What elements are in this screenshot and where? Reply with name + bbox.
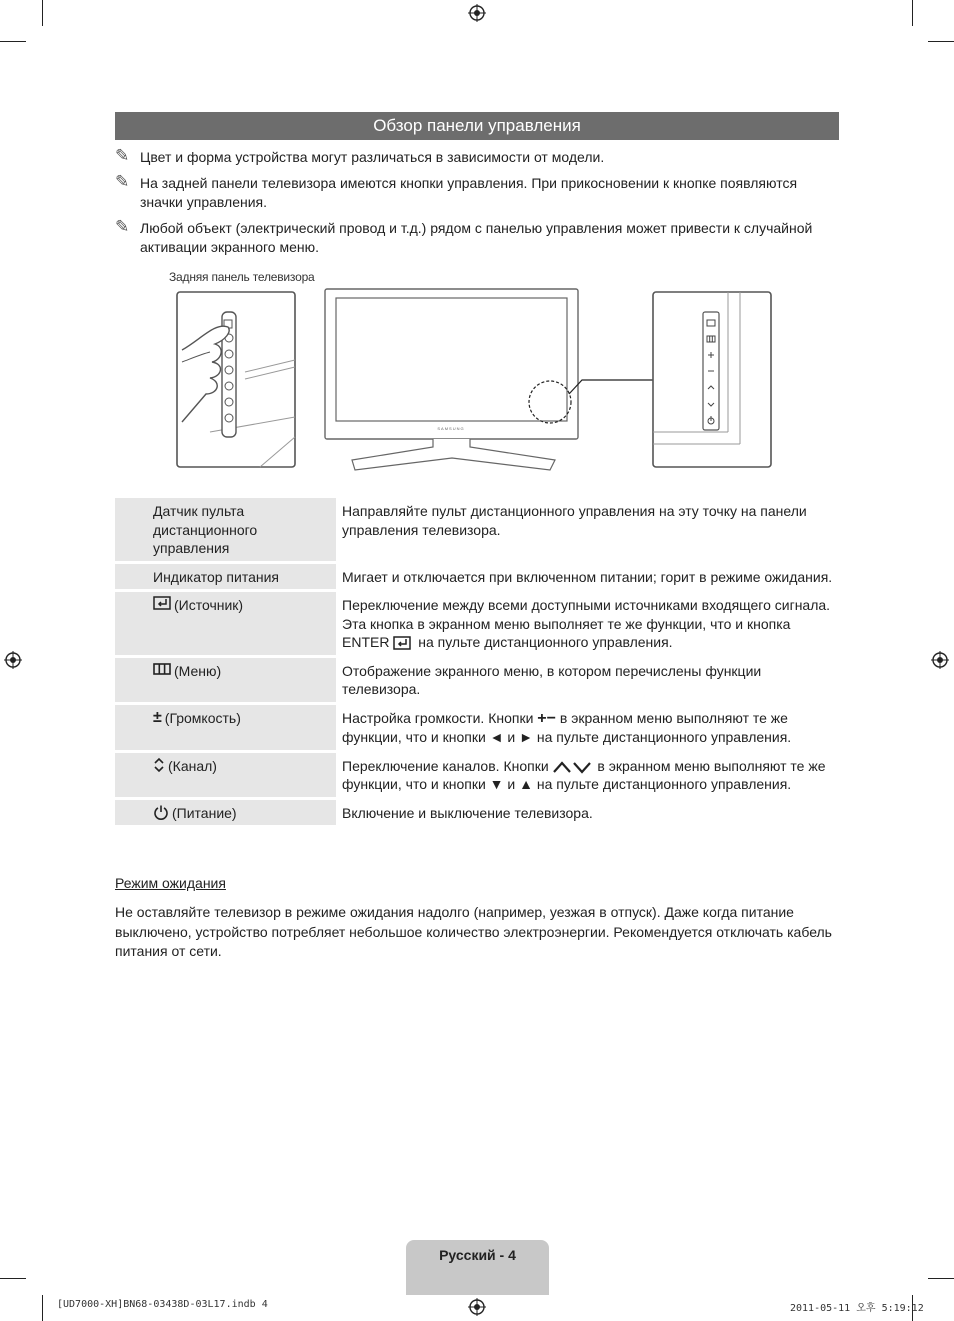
- row-description: Мигает и отключается при включенном питании; горит в режиме ожидания.: [342, 568, 833, 585]
- pencil-note-icon: ✎: [115, 146, 130, 165]
- tv-brand-logo: SAMSUNG: [437, 426, 465, 431]
- row-label: Индикатор питания: [148, 564, 336, 590]
- table-row: [115, 753, 839, 797]
- page-number-tab: Русский - 4: [406, 1240, 549, 1295]
- channel-up-down-icon: [553, 760, 591, 774]
- menu-icon: [153, 662, 171, 676]
- source-icon: [153, 596, 171, 610]
- table-row: [115, 498, 839, 561]
- notes-list: [115, 148, 839, 264]
- control-buttons-detail: [653, 292, 771, 467]
- row-description: Переключение каналов. Кнопки в экранном меню выполняют те же функции, что и кнопки ▼ и ▲ на пульте дистанционного управления.: [342, 757, 826, 792]
- diagram-caption: Задняя панель телевизора: [169, 270, 315, 284]
- back-panel-detail: [177, 292, 295, 467]
- crop-mark: [42, 0, 43, 26]
- table-row: [115, 705, 839, 750]
- row-label: (Источник): [148, 592, 336, 655]
- standby-text: Не оставляйте телевизор в режиме ожидания надолго (например, уезжая в отпуск). Даже когда питание выключено, устройство потребляет небольшое количество электроэнергии. Рекомендуется отключать кабель питания от сети.: [115, 904, 832, 959]
- row-label: Датчик пульта дистанционного управления: [148, 498, 336, 561]
- crop-mark: [42, 1295, 43, 1321]
- plus-minus-icon: +−: [537, 709, 556, 727]
- table-row: [115, 658, 839, 702]
- channel-icon: [153, 757, 165, 773]
- row-label: ± (Громкость): [148, 705, 336, 750]
- section-title: Обзор панели управления: [115, 112, 839, 140]
- note-item: [115, 219, 839, 257]
- row-description: Направляйте пульт дистанционного управления на эту точку на панели управления телевизора.: [342, 503, 807, 538]
- note-text: Цвет и форма устройства могут различаться в зависимости от модели.: [140, 149, 605, 165]
- table-row: [115, 592, 839, 655]
- row-label: (Меню): [148, 658, 336, 702]
- tv-front: [325, 289, 653, 470]
- tv-control-panel-diagram: [170, 282, 780, 477]
- pencil-note-icon: ✎: [115, 172, 130, 191]
- crop-mark: [928, 41, 954, 42]
- standby-heading: Режим ожидания: [115, 875, 226, 891]
- crop-mark: [0, 1278, 26, 1279]
- registration-mark-icon: [468, 4, 486, 22]
- crop-mark: [928, 1278, 954, 1279]
- controls-table: [115, 498, 839, 828]
- table-row: [115, 564, 839, 590]
- footer-file-info: [UD7000-XH]BN68-03438D-03L17.indb 4: [57, 1299, 268, 1310]
- table-row: [115, 800, 839, 826]
- crop-mark: [912, 0, 913, 26]
- row-description: Настройка громкости. Кнопки +− в экранном меню выполняют те же функции, что и кнопки ◄ и ► на пульте дистанционного управления.: [342, 709, 792, 745]
- row-description: Переключение между всеми доступными источниками входящего сигнала. Эта кнопка в экранном меню выполняет те же функции, что и кнопка ENTER на пульте дистанционного управления.: [342, 597, 831, 650]
- note-text: На задней панели телевизора имеются кнопки управления. При прикосновении к кнопке появляются значки управления.: [140, 175, 798, 210]
- registration-mark-icon: [4, 651, 22, 669]
- enter-key-label: ENTER: [342, 634, 390, 650]
- enter-icon: [393, 636, 411, 650]
- power-icon: [153, 804, 169, 820]
- pencil-note-icon: ✎: [115, 217, 130, 236]
- row-description: Включение и выключение телевизора.: [342, 804, 593, 821]
- volume-icon: ±: [153, 708, 162, 726]
- row-label: (Питание): [148, 800, 336, 826]
- registration-mark-icon: [468, 1298, 486, 1316]
- footer-timestamp: 2011-05-11 오후 5:19:12: [790, 1303, 924, 1314]
- registration-mark-icon: [931, 651, 949, 669]
- note-item: [115, 148, 839, 167]
- row-label: (Канал): [148, 753, 336, 797]
- crop-mark: [0, 41, 26, 42]
- note-text: Любой объект (электрический провод и т.д.) рядом с панелью управления может привести к случайной активации экранного меню.: [140, 220, 813, 255]
- row-description: Отображение экранного меню, в котором перечислены функции телевизора.: [342, 662, 762, 697]
- note-item: [115, 174, 839, 212]
